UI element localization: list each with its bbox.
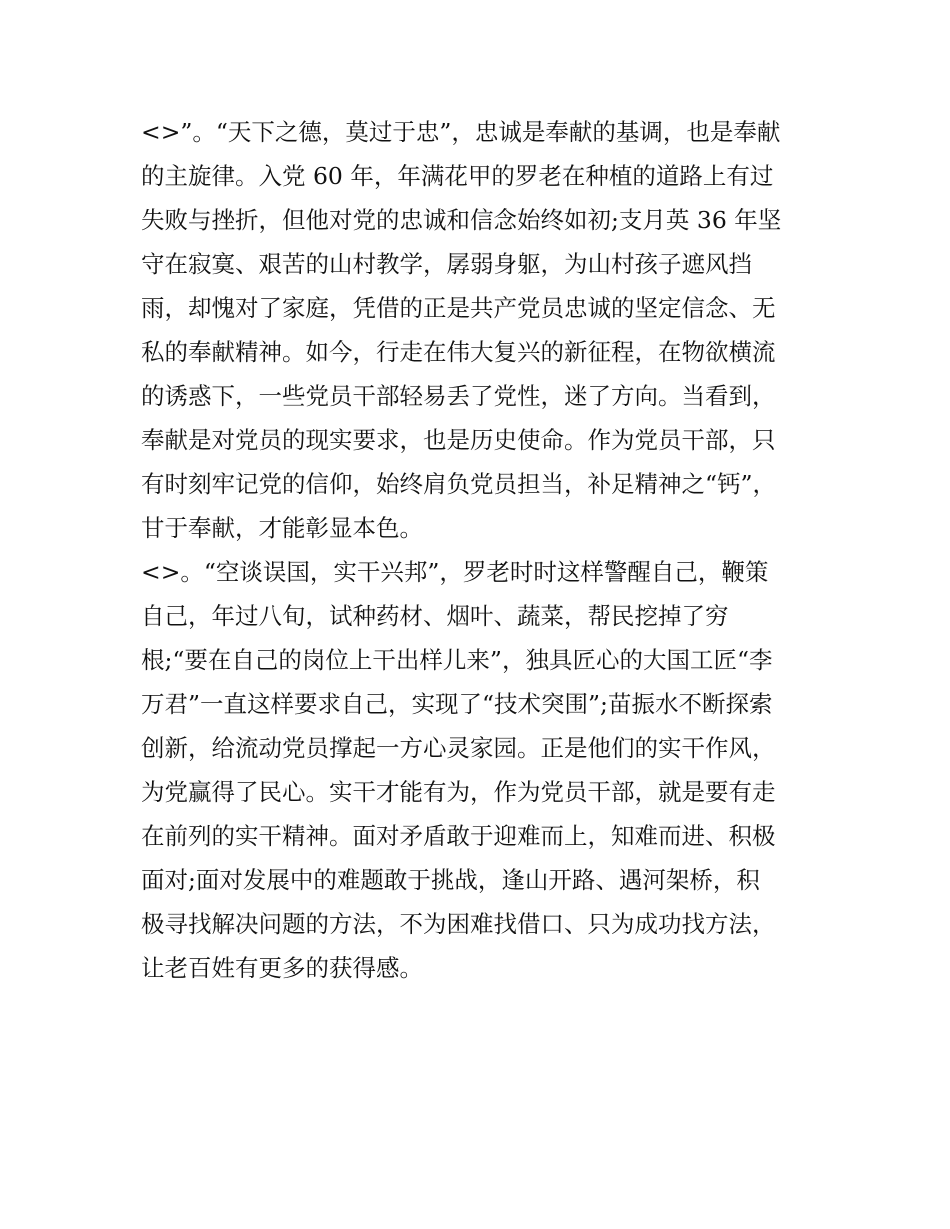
text-line: 雨，却愧对了家庭，凭借的正是共产党员忠诚的坚定信念、无 <box>141 294 776 322</box>
text-line: 守在寂寞、艰苦的山村教学，孱弱身躯，为山村孩子遮风挡 <box>141 250 752 278</box>
text-line: 面对;面对发展中的难题敢于挑战，逢山开路、遇河架桥，积 <box>141 866 760 894</box>
text-line: 为党赢得了民心。实干才能有为，作为党员干部，就是要有走 <box>141 778 776 806</box>
text-line: 创新，给流动党员撑起一方心灵家园。正是他们的实干作风， <box>141 734 776 762</box>
text-line: <>”。“天下之德，莫过于忠”，忠诚是奉献的基调，也是奉献 <box>141 118 781 146</box>
text-line: 的诱惑下，一些党员干部轻易丢了党性，迷了方向。当看到， <box>141 382 776 410</box>
text-line: 的主旋律。入党 60 年，年满花甲的罗老在种植的道路上有过 <box>141 162 774 190</box>
text-line: 让老百姓有更多的获得感。 <box>141 954 423 982</box>
text-line: 在前列的实干精神。面对矛盾敢于迎难而上，知难而进、积极 <box>141 822 776 850</box>
text-line: 万君”一直这样要求自己，实现了“技术突围”;苗振水不断探索 <box>141 690 773 718</box>
text-line: 极寻找解决问题的方法，不为困难找借口、只为成功找方法， <box>141 910 776 938</box>
text-line: 失败与挫折，但他对党的忠诚和信念始终如初;支月英 36 年坚 <box>141 206 782 234</box>
text-line: 甘于奉献，才能彰显本色。 <box>141 514 423 542</box>
text-line: 私的奉献精神。如今，行走在伟大复兴的新征程，在物欲横流 <box>141 338 776 366</box>
text-line: 有时刻牢记党的信仰，始终肩负党员担当，补足精神之“钙”， <box>141 470 777 498</box>
text-line: 自己，年过八旬，试种药材、烟叶、蔬菜，帮民挖掉了穷 <box>141 602 729 630</box>
body-text <box>141 110 821 990</box>
text-line: <>。“空谈误国，实干兴邦”，罗老时时这样警醒自己，鞭策 <box>141 558 769 586</box>
text-line: 奉献是对党员的现实要求，也是历史使命。作为党员干部，只 <box>141 426 776 454</box>
text-line: 根;“要在自己的岗位上干出样儿来”，独具匠心的大国工匠“李 <box>141 646 773 674</box>
